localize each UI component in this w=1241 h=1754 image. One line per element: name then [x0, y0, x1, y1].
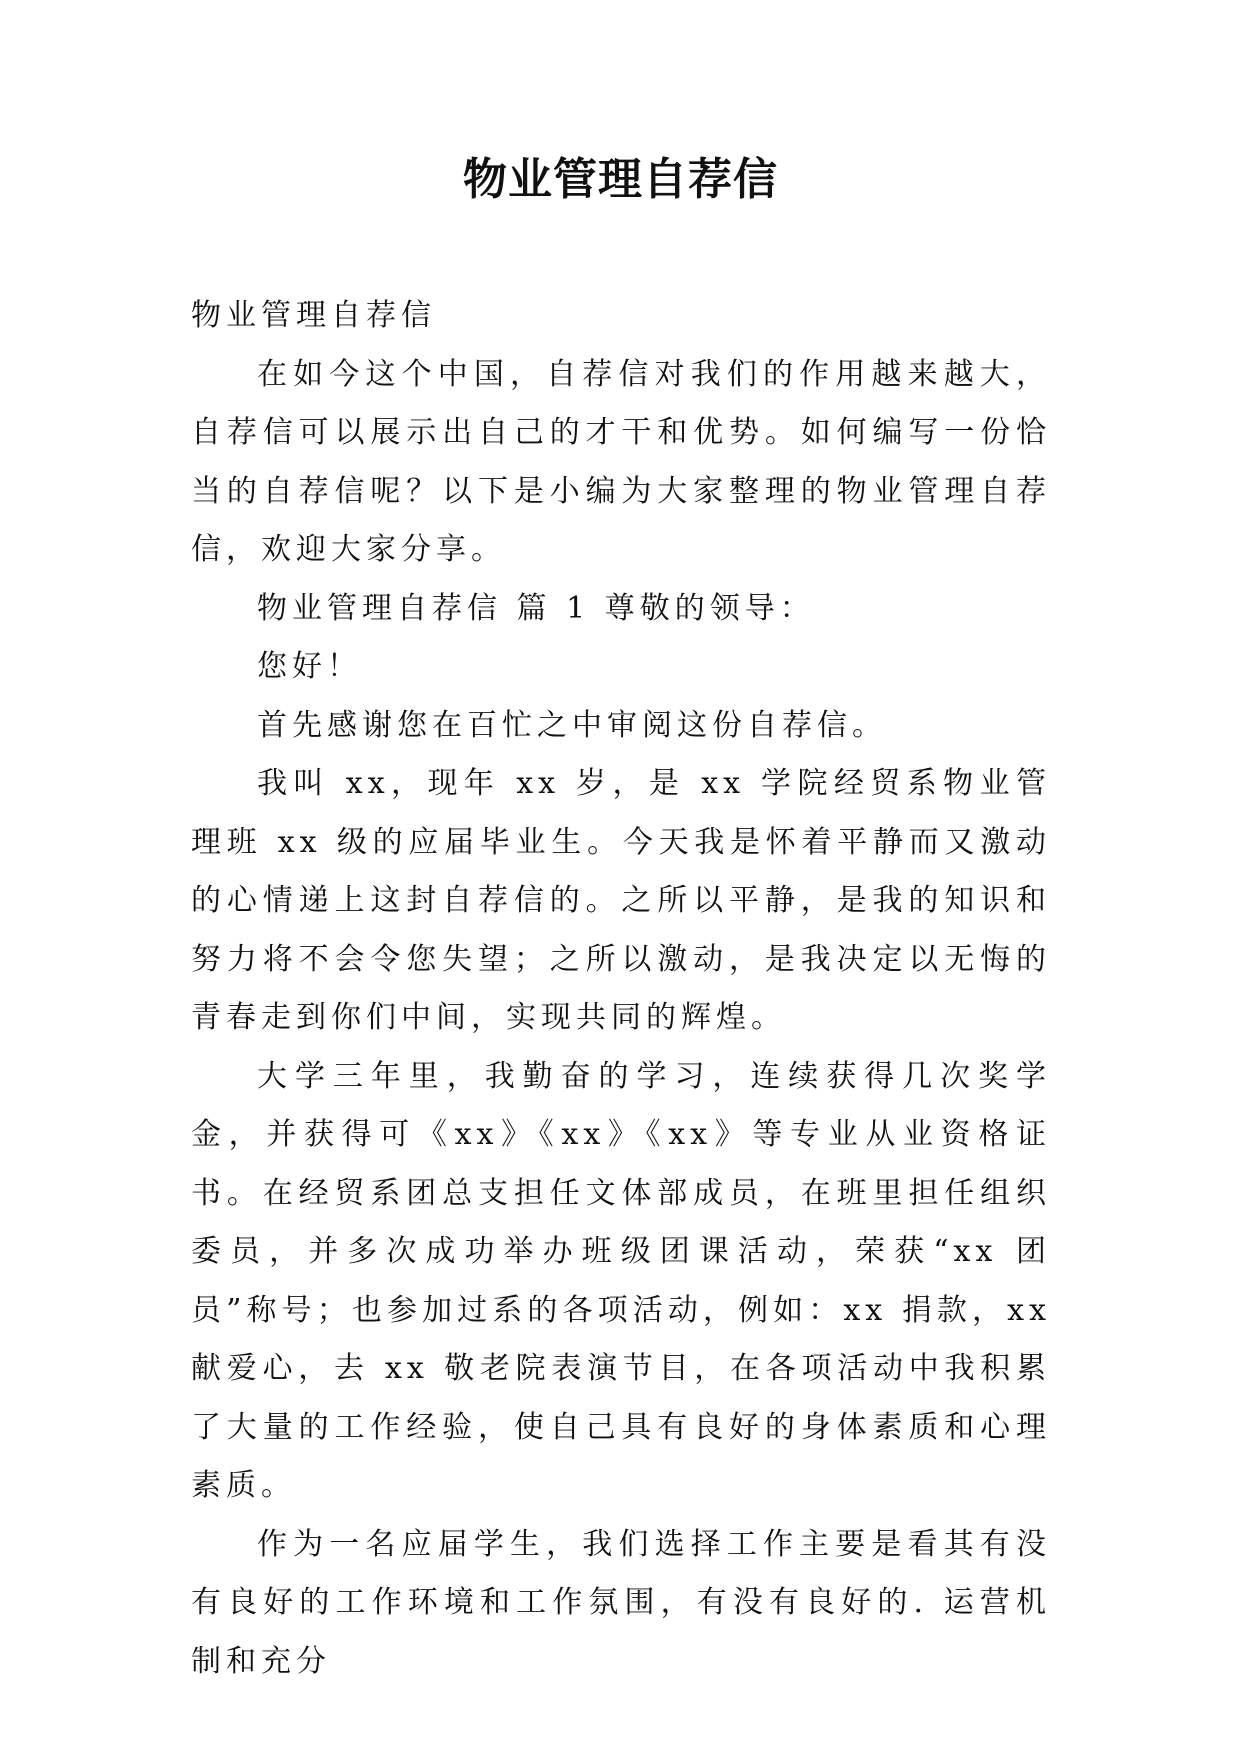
paragraph-thanks: 首先感谢您在百忙之中审阅这份自荐信。: [257, 707, 887, 743]
paragraph-self-intro: 我叫 xx，现年 xx 岁，是 xx 学院经贸系物业管理班 xx 级的应届毕业生。今天我是怀着平静而又激动的心情递上这封自荐信的。之所以平静，是我的知识和努力将不会令您失望；之所以激动，是我决定以无悔的青春走到你们中间，实现共同的辉煌。: [191, 766, 1051, 1035]
paragraph-heading: 物业管理自荐信: [191, 298, 436, 333]
paragraph-salutation: 物业管理自荐信 篇 1 尊敬的领导：: [257, 590, 815, 626]
paragraph-job-choice: 作为一名应届学生，我们选择工作主要是看其有没有良好的工作环境和工作氛围，有没有良好的. 运营机制和充分: [191, 1526, 1051, 1679]
paragraph-greeting: 您好！: [257, 649, 362, 684]
paragraph-intro: 在如今这个中国，自荐信对我们的作用越来越大，自荐信可以展示出自己的才干和优势。如何编写一份恰当的自荐信呢？以下是小编为大家整理的物业管理自荐信，欢迎大家分享。: [191, 356, 1051, 567]
document-body: [191, 287, 1051, 1691]
document-title: 物业管理自荐信: [463, 154, 778, 205]
paragraph-experience: 大学三年里，我勤奋的学习，连续获得几次奖学金，并获得可《xx》《xx》《xx》等专业从业资格证书。在经贸系团总支担任文体部成员，在班里担任组织委员，并多次成功举办班级团课活动，荣获“xx 团员”称号；也参加过系的各项活动，例如：xx 捐款，xx 献爱心，去 xx 敬老院表演节目，在各项活动中我积累了大量的工作经验，使自己具有良好的身体素质和心理素质。: [191, 1058, 1051, 1503]
